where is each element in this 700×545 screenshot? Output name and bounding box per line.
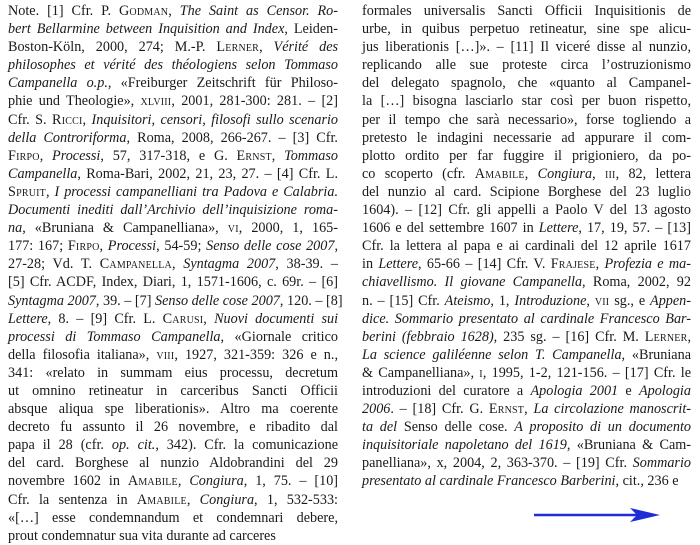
text-run: , 65-66 – [14] Cfr. V. bbox=[418, 256, 551, 273]
italic-text: della Controriforma bbox=[8, 129, 127, 146]
text-run: Note. [1] Cfr. P. bbox=[8, 3, 119, 19]
italic-text: Lettere bbox=[378, 256, 419, 273]
text-run: & Campanelliana», bbox=[362, 364, 480, 381]
text-line bbox=[8, 111, 338, 129]
text-run: 1606 e del settembre 1607 in bbox=[362, 220, 539, 237]
text-run: per il tempo che sarà necessario», forse togliendo a bbox=[362, 111, 691, 128]
text-run: Cfr. la lettera al papa e ai cardinali del 12 aprile 1617 bbox=[362, 238, 691, 255]
italic-text: Introduzione bbox=[514, 292, 587, 309]
italic-text: La circolazione manoscrit- bbox=[533, 401, 692, 418]
text-line bbox=[362, 237, 691, 255]
text-line bbox=[362, 400, 691, 418]
text-line bbox=[362, 328, 691, 346]
author-name: Spruit bbox=[8, 183, 46, 200]
italic-text: Apologia bbox=[638, 382, 691, 399]
text-run: , 1, 532-533: bbox=[254, 491, 338, 508]
italic-text: Inquisitori, censori, filosofi sullo scenario bbox=[91, 111, 339, 128]
text-run: , bbox=[186, 491, 200, 508]
italic-text: Congiura bbox=[199, 491, 255, 508]
italic-text: philosophes et vérité des théologiens selon Tommaso bbox=[8, 57, 338, 74]
text-run: , 38-39. – bbox=[275, 256, 338, 273]
text-run: novembre 1602 in bbox=[8, 473, 128, 490]
text-run: decreto fu assunto il 26 novembre, e ribadito dal bbox=[8, 419, 338, 436]
text-line bbox=[8, 147, 338, 165]
text-line bbox=[362, 292, 691, 310]
text-line bbox=[362, 201, 691, 219]
author-name: Ricci bbox=[52, 111, 83, 128]
text-run: e bbox=[618, 382, 639, 399]
text-run: , bbox=[259, 39, 274, 56]
text-run: , «Bruniana & Cam- bbox=[566, 437, 691, 454]
text-run: , bbox=[45, 183, 55, 200]
text-line bbox=[8, 92, 338, 110]
text-run: in bbox=[362, 256, 379, 273]
text-run: , 39. – [7] bbox=[95, 292, 155, 309]
text-run: sg., e bbox=[609, 292, 651, 309]
notes-left-column bbox=[8, 2, 343, 545]
text-line bbox=[362, 273, 691, 291]
text-line bbox=[362, 111, 691, 129]
text-run: , «Giornale critico bbox=[220, 328, 338, 345]
text-run: , «Bruniana & Campanelliana», bbox=[22, 220, 228, 237]
text-run: . – [18] Cfr. G. bbox=[390, 401, 489, 418]
italic-text: Congiura bbox=[537, 165, 593, 182]
italic-text: berini (febbraio 1628) bbox=[362, 328, 494, 345]
italic-text: Apologia 2001 bbox=[530, 382, 619, 399]
text-run: , bbox=[334, 238, 338, 255]
author-name: iii bbox=[604, 165, 616, 182]
text-run: 341: «relato in summam eius processu, decretum bbox=[8, 364, 338, 381]
text-line bbox=[8, 255, 338, 273]
text-line bbox=[362, 74, 691, 92]
text-run: , 342). Cfr. la comunicazione bbox=[155, 437, 338, 454]
italic-text: Tommaso bbox=[284, 147, 338, 164]
italic-text: A proposito di un documento bbox=[514, 419, 691, 436]
text-run: , bbox=[586, 292, 595, 309]
text-line bbox=[362, 364, 691, 382]
author-name: i bbox=[479, 364, 483, 381]
text-run: , 17, 19, 57. – [13] bbox=[578, 220, 691, 237]
text-line bbox=[8, 527, 338, 545]
text-line bbox=[362, 454, 691, 472]
text-line bbox=[8, 219, 338, 237]
author-name: Amabile bbox=[474, 165, 525, 182]
italic-text: Syntagma 2007 bbox=[183, 256, 276, 273]
italic-text: ta del bbox=[362, 419, 398, 436]
text-run: papa il 28 (cfr. bbox=[8, 437, 112, 454]
text-run: absque aliqua spe liberationis». Altro ma coerente bbox=[8, 401, 338, 418]
text-run: urbe, in quibus perpetuo retineatur, sine spe alicu- bbox=[362, 21, 691, 38]
text-run: , 2000, 1, 165- bbox=[238, 220, 338, 237]
author-name: vi bbox=[227, 220, 239, 237]
author-name: Amabile bbox=[136, 491, 187, 508]
text-line bbox=[8, 165, 338, 183]
italic-text: Nuovi documenti sui bbox=[214, 310, 339, 327]
author-name: xlviii bbox=[140, 93, 172, 110]
text-run: , 1927, 321-359: 326 e n., bbox=[174, 346, 338, 363]
text-run: Boston-Köln, 2000, 274; M.-P. bbox=[8, 39, 217, 56]
author-name: Firpo bbox=[8, 147, 40, 164]
text-line bbox=[8, 491, 338, 509]
author-name: Lerner bbox=[644, 328, 688, 345]
italic-text: bert Bellarmine between Inquisition and Index bbox=[8, 21, 285, 38]
text-line bbox=[362, 346, 691, 364]
text-line bbox=[362, 219, 691, 237]
text-run: , 1, 75. – [10] bbox=[243, 473, 339, 490]
italic-text: Documenti inediti dall’Archivio dell’inquisizione roma- bbox=[8, 202, 338, 219]
text-run: , bbox=[39, 147, 53, 164]
italic-text: The Saint as Censor. Ro- bbox=[179, 3, 338, 19]
text-run: co scoperto (cfr. bbox=[362, 165, 475, 182]
text-run: , bbox=[271, 147, 285, 164]
text-run: ut omnino retineatur in carceribus Sancti Officii bbox=[8, 382, 338, 399]
text-line bbox=[8, 2, 338, 20]
italic-text: Vérité des bbox=[273, 39, 339, 56]
text-run: , bbox=[168, 3, 180, 19]
author-name: Ernst bbox=[236, 147, 272, 164]
text-run: plotto ordito per far fuggire il prigioniero, da po- bbox=[362, 147, 691, 164]
author-name: Godman bbox=[118, 3, 169, 19]
text-line bbox=[8, 454, 338, 472]
text-line bbox=[8, 237, 338, 255]
text-run: «[…] esse condemnandum et condemnari debere, bbox=[8, 509, 338, 526]
italic-text: Campanella bbox=[8, 165, 78, 182]
text-line bbox=[8, 20, 338, 38]
text-run: , bbox=[99, 238, 108, 255]
text-line bbox=[8, 56, 338, 74]
italic-text: op. cit. bbox=[111, 437, 156, 454]
text-run: 27-28; Vd. T. bbox=[8, 256, 100, 273]
text-run: , bbox=[687, 328, 691, 345]
text-run: , 235 sg. – [16] Cfr. M. bbox=[493, 328, 645, 345]
text-run: , 8. – [9] Cfr. L. bbox=[47, 310, 163, 327]
text-line bbox=[8, 509, 338, 527]
italic-text: inquisitoriale napoletano del 1619 bbox=[362, 437, 567, 454]
text-line bbox=[362, 20, 691, 38]
text-line bbox=[362, 38, 691, 56]
text-run: jus liberationis […]». – [11] Il viceré disse al nunzio, bbox=[362, 39, 691, 56]
text-line bbox=[8, 129, 338, 147]
text-line bbox=[8, 273, 338, 291]
italic-text: presentato al cardinale Francesco Barberini bbox=[362, 473, 616, 490]
right-arrow-icon[interactable] bbox=[534, 506, 660, 524]
text-line bbox=[362, 2, 691, 20]
author-name: Firpo bbox=[67, 238, 100, 255]
author-name: Frajese bbox=[550, 256, 596, 273]
italic-text: processi di Tommaso Campanella bbox=[8, 328, 221, 345]
text-run: , 1995, 1-2, 121-156. – [17] Cfr. le bbox=[482, 364, 691, 381]
author-name: Ernst bbox=[488, 401, 525, 418]
text-line bbox=[8, 418, 338, 436]
text-run: , bbox=[592, 165, 605, 182]
text-run: phie und Theologie», bbox=[8, 93, 141, 110]
text-run: , bbox=[524, 165, 538, 182]
text-run: panelliana», x, 2004, 2, 363-370. – [19] Cfr. bbox=[362, 455, 633, 472]
italic-text: I processi campanelliani tra Padova e Calabria. bbox=[54, 183, 339, 200]
text-run: , bbox=[595, 256, 605, 273]
text-run: della filosofia italiana», bbox=[8, 346, 157, 363]
text-line bbox=[8, 201, 338, 219]
text-run: , Leiden- bbox=[284, 21, 338, 38]
text-run: prout condemnatur sua vita durante ad carceres bbox=[8, 527, 276, 544]
author-name: Carusi bbox=[162, 310, 204, 327]
text-run: [5] Cfr. ACDF, Index, Diari, 1, 1571-1606, c. 69r. – [6] bbox=[8, 274, 338, 291]
author-name: Amabile bbox=[127, 473, 178, 490]
text-line bbox=[8, 382, 338, 400]
italic-text: Syntagma 2007 bbox=[8, 292, 96, 309]
italic-text: Processi bbox=[52, 147, 101, 164]
italic-text: chiavellismo. Il giovane Campanella bbox=[362, 274, 583, 291]
text-run: , 1, bbox=[490, 292, 515, 309]
italic-text: Ateismo bbox=[444, 292, 491, 309]
text-line bbox=[362, 436, 691, 454]
text-run: del nunzio al card. Scipione Borghese del 23 luglio bbox=[362, 183, 691, 200]
italic-text: Processi bbox=[107, 238, 157, 255]
text-run: replicando alle sue proteste circa l’ostruzionismo bbox=[362, 57, 691, 74]
notes-right-column bbox=[362, 2, 691, 491]
text-line bbox=[8, 472, 338, 490]
text-line bbox=[8, 310, 338, 328]
text-line bbox=[8, 38, 338, 56]
italic-text: 2006 bbox=[362, 401, 391, 418]
text-run: pretesto le indagini necessarie ad appurare il com- bbox=[362, 129, 691, 146]
italic-text: Profezia e ma- bbox=[604, 256, 691, 273]
italic-text: Lettere bbox=[538, 220, 579, 237]
text-run: Cfr. S. bbox=[8, 111, 53, 128]
text-run: , «Bruniana bbox=[621, 346, 691, 363]
italic-text: Campanella o.p. bbox=[8, 75, 108, 92]
text-run: , bbox=[524, 401, 534, 418]
italic-text: Appen- bbox=[650, 292, 692, 309]
text-run: n. – [15] Cfr. bbox=[362, 292, 445, 309]
text-run: , Roma, 2002, 92 bbox=[582, 274, 691, 291]
italic-text: Congiura bbox=[189, 473, 244, 490]
text-line bbox=[8, 292, 343, 310]
text-line bbox=[362, 310, 691, 328]
text-line bbox=[8, 328, 338, 346]
text-run: , bbox=[82, 111, 92, 128]
text-line bbox=[362, 92, 691, 110]
text-line bbox=[362, 56, 691, 74]
italic-text: dice. Sommario presentato al cardinale Francesco Bar- bbox=[362, 310, 691, 327]
text-run: 177: 167; bbox=[8, 238, 68, 255]
author-name: vii bbox=[594, 292, 610, 309]
text-run: 1604). – [12] Cfr. gli appelli a Paolo V del 13 agosto bbox=[362, 202, 691, 219]
text-line bbox=[362, 165, 691, 183]
text-run: , 57, 317-318, e G. bbox=[100, 147, 237, 164]
text-run: , 82, lettera bbox=[615, 165, 691, 182]
text-line bbox=[8, 183, 338, 201]
italic-text: na bbox=[8, 220, 23, 237]
text-run: , cit., 236 e bbox=[615, 473, 679, 490]
text-line bbox=[362, 418, 691, 436]
text-line bbox=[362, 147, 691, 165]
italic-text: Sommario bbox=[632, 455, 691, 472]
author-name: Lerner bbox=[216, 39, 260, 56]
text-run: la […] bisogna lasciarlo star così per buon rispetto, bbox=[362, 93, 691, 110]
text-run: Cfr. la sentenza in bbox=[8, 491, 137, 508]
text-run: del card. Borghese al nunzio Aldobrandini del 29 bbox=[8, 455, 338, 472]
text-line bbox=[8, 400, 338, 418]
italic-text: La science galiléenne selon T. Campanella bbox=[362, 346, 622, 363]
text-line bbox=[362, 255, 691, 273]
text-run: Senso delle cose. bbox=[397, 419, 515, 436]
text-run: , bbox=[203, 310, 215, 327]
italic-text: Lettere bbox=[8, 310, 48, 327]
text-run: del delegato spagnolo, che «quanto al Campanel- bbox=[362, 75, 691, 92]
text-run: , 54-59; bbox=[156, 238, 207, 255]
text-line bbox=[8, 74, 338, 92]
italic-text: Senso delle cose 2007 bbox=[155, 292, 280, 309]
text-line bbox=[8, 436, 338, 454]
text-run: , 120. – [8] bbox=[279, 292, 343, 309]
text-run: , bbox=[171, 256, 184, 273]
text-run: introduzioni del curatore a bbox=[362, 382, 531, 399]
text-run: formales universalis Sancti Officii Inquisitionis de bbox=[362, 3, 691, 19]
italic-text: Senso delle cose 2007 bbox=[206, 238, 335, 255]
text-line bbox=[8, 364, 338, 382]
text-run: , Roma, 2008, 266-267. – [3] Cfr. bbox=[126, 129, 338, 146]
text-line bbox=[362, 129, 691, 147]
text-run: , bbox=[177, 473, 190, 490]
text-run: , 2001, 281-300: 281. – [2] bbox=[171, 93, 338, 110]
author-name: viii bbox=[156, 346, 175, 363]
text-line bbox=[362, 183, 691, 201]
text-line bbox=[362, 472, 691, 490]
text-line bbox=[362, 382, 691, 400]
text-line bbox=[8, 346, 338, 364]
author-name: Campanella bbox=[99, 256, 172, 273]
text-run: , «Freiburger Zeitschrift für Philoso- bbox=[107, 75, 339, 92]
text-run: , Roma-Bari, 2002, 21, 23, 27. – [4] Cfr. L. bbox=[77, 165, 338, 182]
